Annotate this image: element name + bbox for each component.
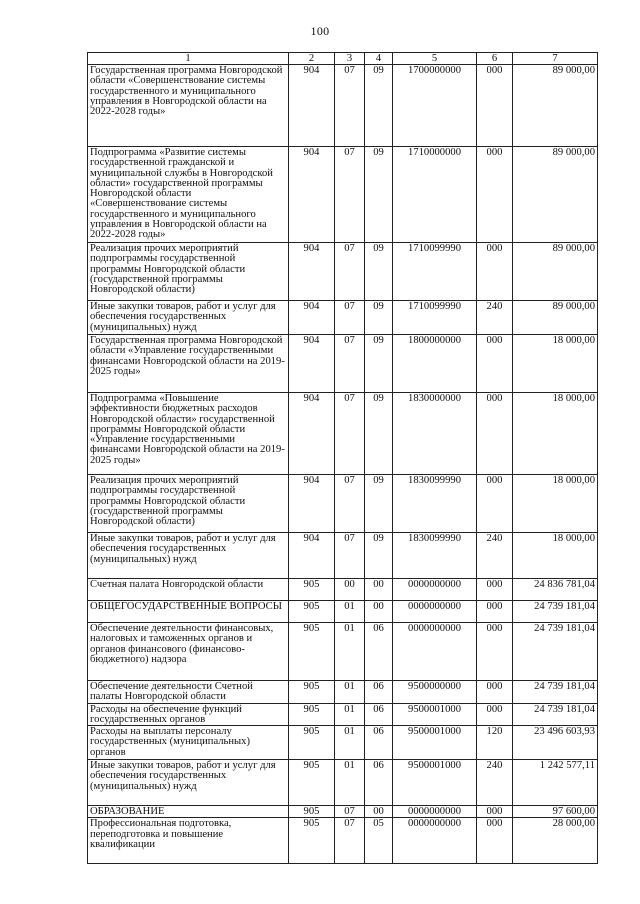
subsection-code: 09 (365, 301, 393, 335)
ministry-code: 904 (289, 301, 335, 335)
target-article-code: 1800000000 (393, 335, 477, 393)
expense-type-code: 000 (477, 579, 513, 601)
row-name: Профессиональная подготовка, переподготовка и повышение квалификации (88, 818, 289, 864)
target-article-code: 0000000000 (393, 806, 477, 818)
column-number: 7 (513, 53, 598, 65)
ministry-code: 904 (289, 393, 335, 475)
subsection-code: 09 (365, 335, 393, 393)
expense-type-code: 000 (477, 601, 513, 623)
table-row (88, 393, 598, 475)
expense-type-code: 000 (477, 703, 513, 726)
ministry-code: 904 (289, 475, 335, 533)
amount: 89 000,00 (513, 147, 598, 243)
ministry-code: 904 (289, 533, 335, 579)
amount: 89 000,00 (513, 301, 598, 335)
row-name: Реализация прочих мероприятий подпрограммы государственной программы Новгородской области (государственной программы Новгородской области) (88, 243, 289, 301)
row-name: Государственная программа Новгородской области «Совершенствование системы государственного и муниципального управления в Новгородской области на 2022-2028 годы» (88, 65, 289, 147)
subsection-code: 09 (365, 243, 393, 301)
column-number: 4 (365, 53, 393, 65)
ministry-code: 904 (289, 147, 335, 243)
target-article-code: 1710000000 (393, 147, 477, 243)
table-row (88, 681, 598, 704)
amount: 24 739 181,04 (513, 623, 598, 681)
expense-type-code: 000 (477, 243, 513, 301)
amount: 28 000,00 (513, 818, 598, 864)
row-name: Иные закупки товаров, работ и услуг для обеспечения государственных (муниципальных) нужд (88, 533, 289, 579)
ministry-code: 905 (289, 681, 335, 704)
expense-type-code: 000 (477, 681, 513, 704)
ministry-code: 905 (289, 623, 335, 681)
amount: 89 000,00 (513, 65, 598, 147)
expense-type-code: 000 (477, 623, 513, 681)
section-code: 07 (335, 65, 365, 147)
section-code: 01 (335, 601, 365, 623)
expense-type-code: 240 (477, 760, 513, 806)
section-code: 07 (335, 818, 365, 864)
row-name: ОБРАЗОВАНИЕ (88, 806, 289, 818)
section-code: 07 (335, 243, 365, 301)
section-code: 00 (335, 579, 365, 601)
ministry-code: 905 (289, 579, 335, 601)
subsection-code: 05 (365, 818, 393, 864)
table-row (88, 533, 598, 579)
table-row (88, 726, 598, 760)
row-name: Расходы на выплаты персоналу государственных (муниципальных) органов (88, 726, 289, 760)
ministry-code: 904 (289, 65, 335, 147)
table-row (88, 475, 598, 533)
amount: 89 000,00 (513, 243, 598, 301)
column-number: 1 (88, 53, 289, 65)
row-name: Иные закупки товаров, работ и услуг для обеспечения государственных (муниципальных) нужд (88, 760, 289, 806)
expense-type-code: 000 (477, 335, 513, 393)
row-name: Реализация прочих мероприятий подпрограммы государственной программы Новгородской области (государственной программы Новгородской области) (88, 475, 289, 533)
amount: 1 242 577,11 (513, 760, 598, 806)
section-code: 01 (335, 703, 365, 726)
expense-type-code: 000 (477, 393, 513, 475)
row-name: Расходы на обеспечение функций государственных органов (88, 703, 289, 726)
table-body (88, 65, 598, 864)
expense-type-code: 000 (477, 65, 513, 147)
expense-type-code: 000 (477, 806, 513, 818)
ministry-code: 905 (289, 703, 335, 726)
amount: 18 000,00 (513, 533, 598, 579)
ministry-code: 905 (289, 806, 335, 818)
subsection-code: 06 (365, 726, 393, 760)
column-number: 5 (393, 53, 477, 65)
table-row (88, 623, 598, 681)
subsection-code: 09 (365, 475, 393, 533)
subsection-code: 09 (365, 393, 393, 475)
subsection-code: 09 (365, 147, 393, 243)
target-article-code: 0000000000 (393, 818, 477, 864)
expense-type-code: 000 (477, 475, 513, 533)
amount: 24 836 781,04 (513, 579, 598, 601)
amount: 24 739 181,04 (513, 703, 598, 726)
section-code: 01 (335, 623, 365, 681)
target-article-code: 0000000000 (393, 623, 477, 681)
section-code: 07 (335, 393, 365, 475)
section-code: 07 (335, 475, 365, 533)
target-article-code: 9500001000 (393, 703, 477, 726)
section-code: 07 (335, 335, 365, 393)
ministry-code: 904 (289, 243, 335, 301)
table-row (88, 760, 598, 806)
subsection-code: 06 (365, 623, 393, 681)
row-name: Счетная палата Новгородской области (88, 579, 289, 601)
amount: 97 600,00 (513, 806, 598, 818)
table-row (88, 147, 598, 243)
section-code: 07 (335, 301, 365, 335)
amount: 18 000,00 (513, 475, 598, 533)
expense-type-code: 000 (477, 147, 513, 243)
target-article-code: 0000000000 (393, 601, 477, 623)
ministry-code: 905 (289, 818, 335, 864)
section-code: 07 (335, 147, 365, 243)
amount: 23 496 603,93 (513, 726, 598, 760)
target-article-code: 9500001000 (393, 726, 477, 760)
subsection-code: 00 (365, 806, 393, 818)
row-name: Обеспечение деятельности Счетной палаты Новгородской области (88, 681, 289, 704)
expense-type-code: 240 (477, 533, 513, 579)
table-row (88, 806, 598, 818)
target-article-code: 1700000000 (393, 65, 477, 147)
subsection-code: 06 (365, 681, 393, 704)
section-code: 07 (335, 533, 365, 579)
target-article-code: 0000000000 (393, 579, 477, 601)
table-row (88, 243, 598, 301)
target-article-code: 1830099990 (393, 533, 477, 579)
ministry-code: 905 (289, 601, 335, 623)
row-name: Подпрограмма «Развитие системы государственной гражданской и муниципальной службы в Новгородской области» государственной программы Новгородской области «Совершенствование системы государственного и муниципального управления в Новгородской области на 2022-2028 годы» (88, 147, 289, 243)
section-code: 01 (335, 760, 365, 806)
section-code: 07 (335, 806, 365, 818)
amount: 18 000,00 (513, 335, 598, 393)
target-article-code: 1710099990 (393, 243, 477, 301)
budget-table (87, 52, 598, 864)
table-row (88, 579, 598, 601)
subsection-code: 09 (365, 533, 393, 579)
target-article-code: 1830000000 (393, 393, 477, 475)
expense-type-code: 000 (477, 818, 513, 864)
expense-type-code: 240 (477, 301, 513, 335)
row-name: Иные закупки товаров, работ и услуг для обеспечения государственных (муниципальных) нужд (88, 301, 289, 335)
table-row (88, 703, 598, 726)
subsection-code: 06 (365, 760, 393, 806)
page-number: 100 (310, 24, 330, 38)
table-row (88, 818, 598, 864)
row-name: Государственная программа Новгородской области «Управление государственными финансами Новгородской области на 2019-2025 годы» (88, 335, 289, 393)
target-article-code: 1830099990 (393, 475, 477, 533)
section-code: 01 (335, 726, 365, 760)
amount: 18 000,00 (513, 393, 598, 475)
row-name: ОБЩЕГОСУДАРСТВЕННЫЕ ВОПРОСЫ (88, 601, 289, 623)
expense-type-code: 120 (477, 726, 513, 760)
target-article-code: 9500000000 (393, 681, 477, 704)
ministry-code: 905 (289, 726, 335, 760)
table-row (88, 65, 598, 147)
column-number: 2 (289, 53, 335, 65)
row-name: Подпрограмма «Повышение эффективности бюджетных расходов Новгородской области» государственной программы Новгородской области «Управление государственными финансами Новгородской области на 2019-2025 годы» (88, 393, 289, 475)
table-row (88, 301, 598, 335)
subsection-code: 06 (365, 703, 393, 726)
ministry-code: 904 (289, 335, 335, 393)
subsection-code: 00 (365, 601, 393, 623)
subsection-code: 00 (365, 579, 393, 601)
table-row (88, 601, 598, 623)
column-number: 3 (335, 53, 365, 65)
column-number: 6 (477, 53, 513, 65)
column-number-row (88, 53, 598, 65)
ministry-code: 905 (289, 760, 335, 806)
target-article-code: 1710099990 (393, 301, 477, 335)
amount: 24 739 181,04 (513, 681, 598, 704)
section-code: 01 (335, 681, 365, 704)
target-article-code: 9500001000 (393, 760, 477, 806)
subsection-code: 09 (365, 65, 393, 147)
amount: 24 739 181,04 (513, 601, 598, 623)
row-name: Обеспечение деятельности финансовых, налоговых и таможенных органов и органов финансового (финансово-бюджетного) надзора (88, 623, 289, 681)
table-row (88, 335, 598, 393)
